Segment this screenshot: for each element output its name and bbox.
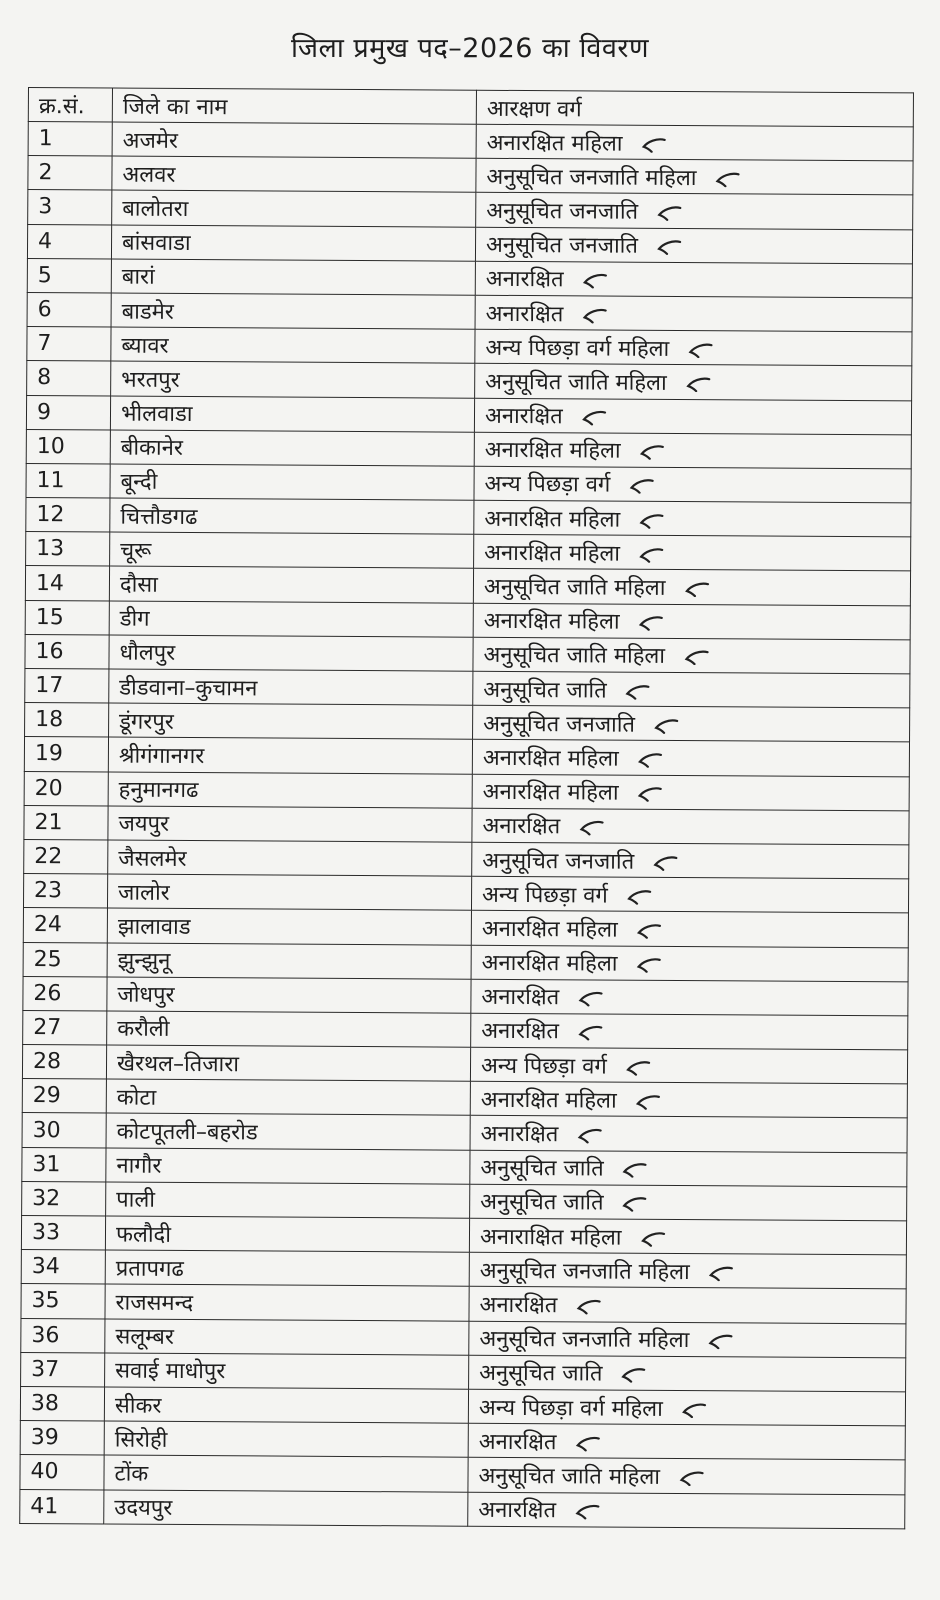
reservation-cell [468, 1492, 905, 1529]
check-mark-icon [637, 752, 663, 768]
reservation-cell [475, 329, 912, 366]
reservation-cell [472, 808, 909, 845]
table-row [21, 1318, 906, 1358]
serial-cell: 12 [26, 498, 110, 533]
table-row [22, 1181, 907, 1221]
table-row [26, 463, 911, 503]
district-cell: जालोर [107, 874, 471, 910]
district-cell: सवाई माधोपुर [105, 1353, 469, 1389]
serial-cell: 37 [21, 1352, 105, 1387]
reservation-cell [474, 432, 911, 469]
reservation-cell [474, 500, 911, 537]
serial-cell: 4 [27, 224, 111, 259]
check-mark-icon [639, 444, 665, 460]
district-cell: पाली [106, 1182, 470, 1218]
serial-cell: 22 [24, 839, 108, 874]
serial-cell: 39 [20, 1421, 104, 1456]
district-cell: बालोतरा [112, 190, 476, 226]
table-row [21, 1284, 906, 1324]
serial-cell: 28 [22, 1045, 106, 1080]
district-cell: सीकर [104, 1387, 468, 1423]
check-mark-icon [635, 1094, 661, 1110]
check-mark-icon [625, 1059, 651, 1075]
table-row [23, 976, 908, 1016]
table-row [26, 429, 911, 469]
check-mark-icon [638, 512, 664, 528]
serial-cell: 32 [22, 1181, 106, 1216]
header-district: जिले का नाम [112, 88, 476, 124]
check-mark-icon [628, 478, 654, 494]
reservation-table [19, 87, 914, 1529]
reservation-cell [473, 603, 910, 640]
reservation-cell [471, 876, 908, 913]
check-mark-icon [621, 1196, 647, 1212]
serial-cell: 38 [20, 1386, 104, 1421]
table-row [27, 292, 912, 332]
table-row [21, 1352, 906, 1392]
reservation-cell [469, 1252, 906, 1289]
district-cell: नागौर [106, 1148, 470, 1184]
reservation-cell [473, 569, 910, 606]
reservation-text: अनाराक्षित महिला [479, 1224, 622, 1251]
reservation-text: अनुसूचित जनजाति महिला [479, 1258, 690, 1285]
serial-cell: 8 [27, 361, 111, 396]
reservation-text: अनुसूचित जाति महिला [478, 1463, 661, 1490]
serial-cell: 3 [28, 190, 112, 225]
reservation-cell [474, 466, 911, 503]
district-cell: श्रीगंगानगर [108, 737, 472, 773]
reservation-cell [470, 1150, 907, 1187]
check-mark-icon [714, 171, 740, 187]
district-cell: चूरू [110, 532, 474, 568]
reservation-text: अनुसूचित जनजाति [486, 198, 639, 225]
reservation-cell [475, 364, 912, 401]
check-mark-icon [620, 1367, 646, 1383]
reservation-text: अनारक्षित [485, 267, 564, 293]
district-cell: बाडमेर [111, 293, 475, 329]
check-mark-icon [626, 888, 652, 904]
table-row [27, 258, 912, 298]
reservation-text: अन्य पिछड़ा वर्ग महिला [478, 1395, 663, 1422]
reservation-cell [473, 637, 910, 674]
reservation-cell [475, 295, 912, 332]
check-mark-icon [640, 1230, 666, 1246]
reservation-text: अनारक्षित [478, 1497, 557, 1524]
serial-cell: 35 [21, 1284, 105, 1319]
reservation-cell [468, 1458, 905, 1495]
table-row [25, 634, 910, 674]
table-row [21, 1250, 906, 1290]
reservation-cell [476, 158, 913, 195]
reservation-cell [469, 1287, 906, 1324]
reservation-cell [468, 1423, 905, 1460]
reservation-text: अनुसूचित जनजाति [482, 848, 635, 875]
reservation-text: अनारक्षित महिला [484, 438, 621, 464]
table-row [22, 1079, 907, 1119]
reservation-text: अनारक्षित महिला [484, 506, 621, 533]
serial-cell: 29 [22, 1079, 106, 1114]
check-mark-icon [683, 581, 709, 597]
check-mark-icon [575, 1298, 601, 1314]
serial-cell: 19 [24, 737, 108, 772]
reservation-cell [471, 911, 908, 948]
check-mark-icon [687, 342, 713, 358]
reservation-cell [476, 193, 913, 230]
district-cell: उदयपुर [104, 1489, 468, 1525]
table-row [20, 1455, 905, 1495]
reservation-text: अनारक्षित महिला [482, 745, 619, 772]
table-row [21, 1215, 906, 1255]
table-row [28, 122, 913, 162]
reservation-text: अनुसूचित जनजाति [483, 711, 636, 738]
reservation-text: अनुसूचित जनजाति महिला [479, 1326, 690, 1354]
reservation-text: अन्य पिछड़ा वर्ग [480, 1053, 607, 1080]
serial-cell: 15 [25, 600, 109, 635]
reservation-text: अनुसूचित जनजाति महिला [486, 164, 697, 191]
district-cell: चित्तौडगढ [110, 498, 474, 534]
reservation-cell [472, 774, 909, 811]
reservation-text: अनारक्षित [482, 814, 561, 840]
check-mark-icon [678, 1470, 704, 1486]
check-mark-icon [625, 683, 651, 699]
table-row [22, 1113, 907, 1153]
table-header-row [28, 88, 913, 127]
reservation-text: अनारक्षित महिला [481, 916, 618, 943]
reservation-text: अनुसूचित जाति [480, 1190, 604, 1216]
district-cell: कोटा [106, 1079, 470, 1115]
reservation-text: अन्य पिछड़ा वर्ग [481, 882, 608, 909]
serial-cell: 17 [25, 668, 109, 703]
district-cell: जोधपुर [107, 977, 471, 1013]
reservation-cell [476, 124, 913, 161]
reservation-cell [473, 671, 910, 708]
reservation-text: अनारक्षित [481, 985, 560, 1011]
serial-cell: 23 [23, 874, 107, 909]
check-mark-icon [683, 649, 709, 665]
check-mark-icon [707, 1333, 733, 1349]
header-reservation: आरक्षण वर्ग [476, 90, 913, 127]
table-row [23, 1010, 908, 1050]
check-mark-icon [635, 957, 661, 973]
table-row [28, 156, 913, 196]
serial-cell: 10 [26, 429, 110, 464]
reservation-text: अनुसूचित जाति महिला [485, 369, 667, 396]
table-row [26, 395, 911, 435]
district-cell: जयपुर [108, 806, 472, 842]
check-mark-icon [640, 136, 666, 152]
district-cell: बीकानेर [110, 430, 474, 466]
district-cell: डीडवाना–कुचामन [109, 669, 473, 705]
district-cell: फलौदी [105, 1216, 469, 1252]
serial-cell: 13 [26, 532, 110, 567]
serial-cell: 7 [27, 327, 111, 362]
district-cell: बारां [111, 259, 475, 295]
table-row [28, 190, 913, 230]
check-mark-icon [574, 1503, 600, 1519]
reservation-text: अन्य पिछड़ा वर्ग महिला [485, 335, 670, 362]
reservation-text: अनुसूचित जनजाति [485, 232, 639, 259]
table-row [24, 737, 909, 777]
table-row [25, 566, 910, 606]
reservation-text: अन्य पिछड़ा वर्ग [484, 472, 611, 499]
table-row [23, 942, 908, 982]
check-mark-icon [636, 923, 662, 939]
reservation-text: अनारक्षित महिला [486, 130, 623, 157]
reservation-text: अनुसूचित जाति [479, 1361, 603, 1387]
reservation-cell [472, 740, 909, 777]
serial-cell: 21 [24, 805, 108, 840]
reservation-cell [470, 1116, 907, 1153]
serial-cell: 6 [27, 292, 111, 327]
serial-cell: 14 [25, 566, 109, 601]
district-cell: डीग [109, 601, 473, 637]
serial-cell: 1 [28, 122, 112, 157]
district-cell: झुन्झुनू [107, 943, 471, 979]
table-row [22, 1147, 907, 1187]
table-row [26, 498, 911, 538]
district-cell: राजसमन्द [105, 1284, 469, 1320]
table-row [24, 771, 909, 811]
check-mark-icon [656, 205, 682, 221]
table-row [25, 703, 910, 743]
table-row [23, 908, 908, 948]
district-cell: खैरथल–तिजारा [106, 1045, 470, 1081]
reservation-text: अनारक्षित महिला [481, 950, 618, 977]
district-cell: टोंक [104, 1455, 468, 1491]
district-cell: झालावाड [107, 908, 471, 944]
district-cell: प्रतापगढ [105, 1250, 469, 1286]
reservation-cell [470, 1081, 907, 1118]
serial-cell: 41 [20, 1489, 104, 1524]
reservation-text: अनुसूचित जाति महिला [483, 574, 666, 601]
serial-cell: 16 [25, 634, 109, 669]
reservation-text: अनुसूचित जाति महिला [483, 643, 666, 670]
check-mark-icon [576, 1127, 602, 1143]
district-cell: कोटपूतली–बहरोड [106, 1113, 470, 1149]
reservation-text: अनुसूचित जाति [480, 1156, 604, 1182]
district-cell: डूंगरपुर [109, 703, 473, 739]
serial-cell: 31 [22, 1147, 106, 1182]
table-body [20, 122, 914, 1529]
check-mark-icon [581, 409, 607, 425]
check-mark-icon [578, 820, 604, 836]
table-row [26, 532, 911, 572]
reservation-cell [471, 1013, 908, 1050]
check-mark-icon [685, 376, 711, 392]
table-row [25, 668, 910, 708]
serial-cell: 40 [20, 1455, 104, 1490]
district-cell: भरतपुर [111, 361, 475, 397]
check-mark-icon [574, 1435, 600, 1451]
district-cell: अजमेर [112, 122, 476, 158]
table-row [25, 600, 910, 640]
table-row [27, 224, 912, 264]
reservation-text: अनारक्षित [484, 403, 563, 430]
table-row [24, 805, 909, 845]
reservation-cell [471, 945, 908, 982]
reservation-cell [468, 1389, 905, 1426]
reservation-cell [473, 705, 910, 742]
reservation-cell [469, 1218, 906, 1255]
check-mark-icon [638, 615, 664, 631]
reservation-text: अनारक्षित महिला [482, 779, 619, 806]
table-row [23, 874, 908, 914]
reservation-cell [469, 1321, 906, 1358]
reservation-text: अनारक्षित [479, 1292, 558, 1319]
reservation-cell [474, 398, 911, 435]
reservation-cell [471, 979, 908, 1016]
district-cell: भीलवाडा [110, 396, 474, 432]
check-mark-icon [708, 1265, 734, 1281]
serial-cell: 36 [21, 1318, 105, 1353]
check-mark-icon [577, 991, 603, 1007]
district-cell: धौलपुर [109, 635, 473, 671]
table-row [20, 1489, 905, 1529]
reservation-cell [470, 1184, 907, 1221]
reservation-cell [475, 227, 912, 264]
serial-cell: 25 [23, 942, 107, 977]
table-row [27, 327, 912, 367]
serial-cell: 5 [27, 258, 111, 293]
serial-cell: 9 [26, 395, 110, 430]
reservation-cell [470, 1047, 907, 1084]
district-cell: अलवर [112, 156, 476, 192]
reservation-cell [474, 534, 911, 571]
serial-cell: 33 [21, 1215, 105, 1250]
table-row [22, 1045, 907, 1085]
check-mark-icon [652, 854, 678, 870]
check-mark-icon [681, 1402, 707, 1418]
reservation-text: अनारक्षित महिला [480, 1087, 617, 1114]
reservation-text: अनारक्षित [481, 1019, 560, 1045]
reservation-text: अनारक्षित महिला [483, 609, 620, 635]
reservation-cell [472, 842, 909, 879]
serial-cell: 30 [22, 1113, 106, 1148]
check-mark-icon [622, 1162, 648, 1178]
reservation-text: अनारक्षित [478, 1429, 557, 1455]
check-mark-icon [582, 273, 608, 289]
check-mark-icon [638, 547, 664, 563]
serial-cell: 26 [23, 976, 107, 1011]
serial-cell: 11 [26, 463, 110, 498]
table-row [24, 839, 909, 879]
reservation-text: अनुसूचित जाति [483, 677, 607, 704]
district-cell: ब्यावर [111, 327, 475, 363]
check-mark-icon [581, 307, 607, 323]
reservation-text: अनारक्षित महिला [484, 540, 621, 567]
serial-cell: 18 [25, 703, 109, 738]
check-mark-icon [577, 1025, 603, 1041]
reservation-text: अनारक्षित [485, 301, 564, 327]
district-cell: करौली [107, 1011, 471, 1047]
document-title: जिला प्रमुख पद–2026 का विवरण [291, 33, 649, 64]
serial-cell: 34 [21, 1250, 105, 1285]
serial-cell: 24 [23, 908, 107, 943]
table-row [20, 1386, 905, 1426]
serial-cell: 27 [23, 1010, 107, 1045]
reservation-text: अनारक्षित [480, 1121, 559, 1148]
check-mark-icon [653, 718, 679, 734]
district-cell: हनुमानगढ [108, 772, 472, 808]
district-cell: दौसा [109, 566, 473, 602]
serial-cell: 20 [24, 771, 108, 806]
table-row [27, 361, 912, 401]
reservation-cell [475, 261, 912, 298]
reservation-cell [469, 1355, 906, 1392]
table-row [20, 1421, 905, 1461]
check-mark-icon [637, 786, 663, 802]
district-cell: सिरोही [104, 1421, 468, 1457]
header-serial: क्र.सं. [28, 88, 112, 123]
district-cell: सलूम्बर [105, 1319, 469, 1355]
district-cell: जैसलमेर [108, 840, 472, 876]
district-cell: बून्दी [110, 464, 474, 500]
check-mark-icon [656, 239, 682, 255]
district-cell: बांसवाडा [111, 225, 475, 261]
serial-cell: 2 [28, 156, 112, 191]
